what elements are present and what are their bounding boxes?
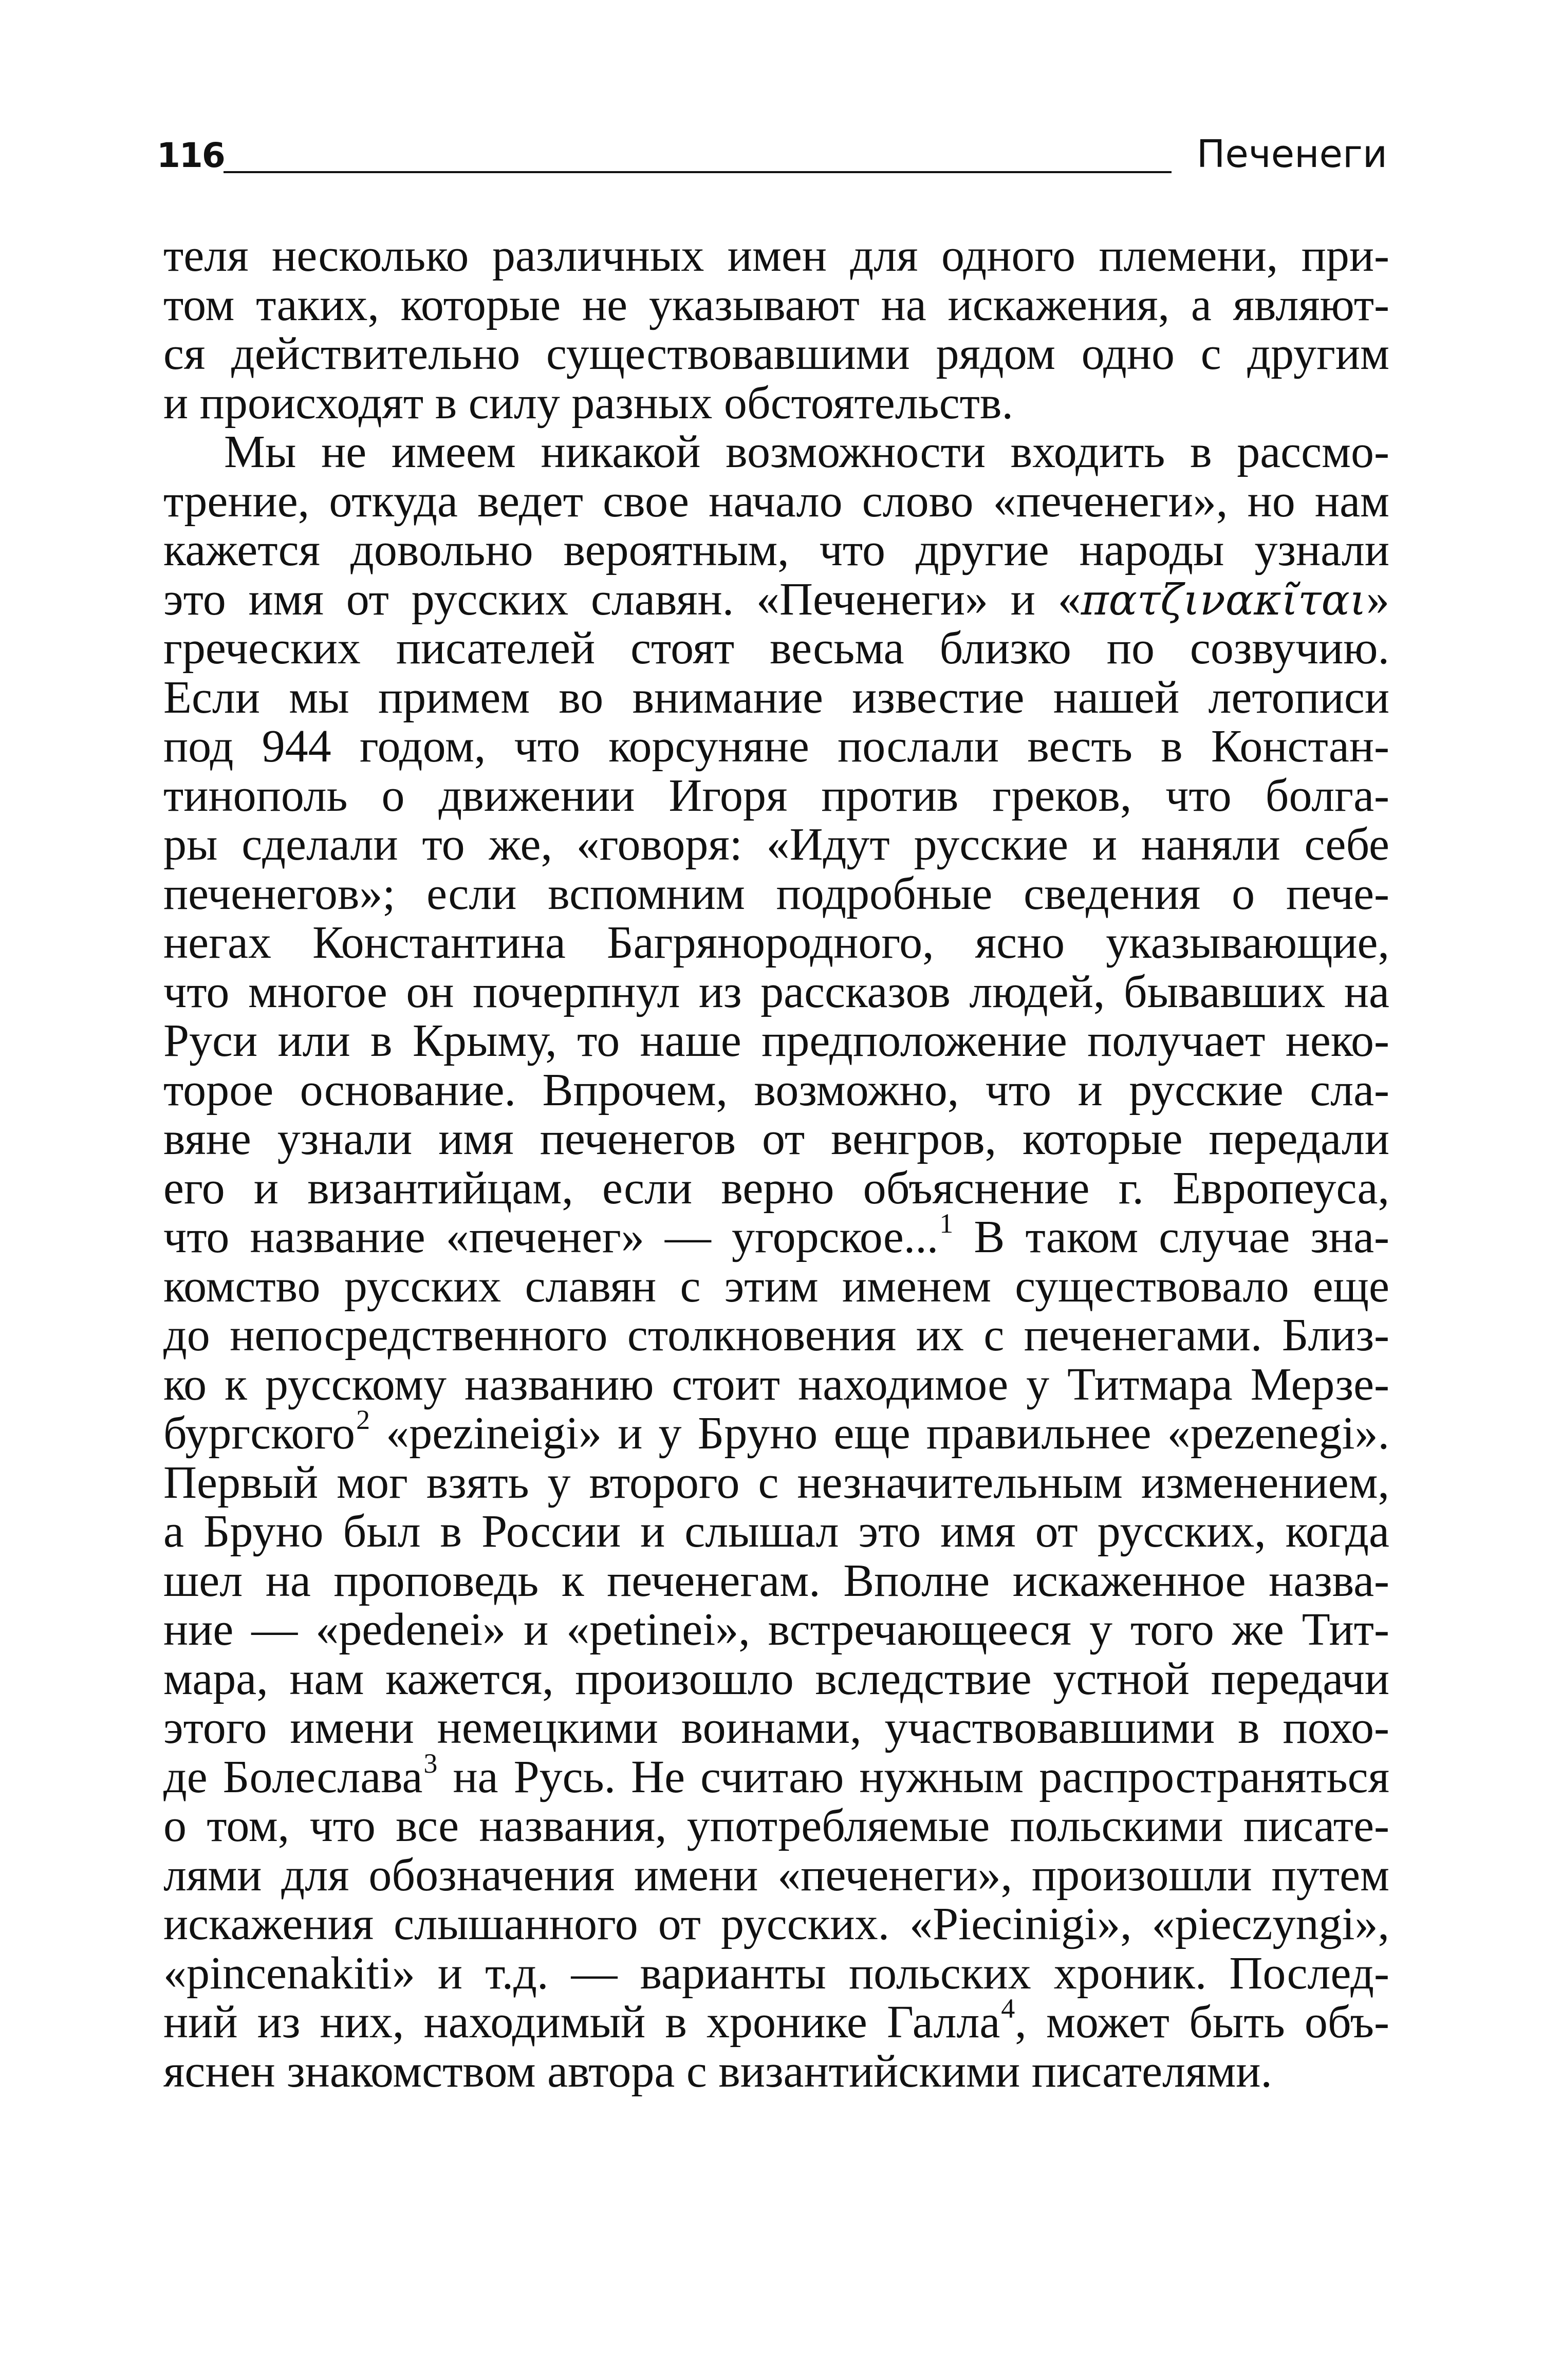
footnote-marker[interactable]: 3 [423,1747,438,1779]
text-line: ко к русскому названию стоит находимое у Титмара Мерзе- [163,1359,1389,1410]
text-run: ний из них, находимый в хронике Галла [163,1997,1000,2048]
text-line: а Бруно был в России и слышал это имя от русских, когда [163,1506,1389,1557]
text-run: де Болеслава [163,1751,423,1802]
text-line: яснен знакомством автора с византийскими писателями. [163,2046,1272,2097]
greek-word: πατζινακῖται [1081,575,1366,625]
footnote-marker[interactable]: 1 [939,1208,954,1239]
page-number: 116 [157,136,225,175]
text-run: , может быть объ- [1015,1997,1389,2048]
header-rule [224,171,1172,173]
text-line: комство русских славян с этим именем существовало еще [163,1260,1389,1312]
text-line: торое основание. Впрочем, возможно, что и русские сла- [163,1064,1389,1115]
text-run: на Русь. Не считаю нужным распространяться [437,1751,1389,1802]
text-line: этого имени немецкими воинами, участвовавшими в похо- [163,1702,1389,1753]
text-line: что многое он почерпнул из рассказов людей, бывавших на [163,966,1389,1017]
text-line: негах Константина Багрянородного, ясно указывающие, [163,917,1389,968]
text-line: печенегов»; если вспомним подробные сведения о пече- [163,868,1389,919]
running-title: Печенеги [1196,132,1387,176]
text-line [163,575,1389,624]
text-line: Руси или в Крыму, то наше предположение получает неко- [163,1015,1389,1066]
text-line: ры сделали то же, «говоря: «Идут русские и наняли себе [163,819,1389,870]
text-line: том таких, которые не указывают на искажения, а являют- [163,279,1389,330]
footnote-marker[interactable]: 4 [1001,1993,1015,2024]
text-line: под 944 годом, что корсуняне послали весть в Констан- [163,721,1389,772]
text-line: его и византийцам, если верно объяснение г. Европеуса, [163,1162,1389,1214]
text-line: «pincenakiti» и т.д. — варианты польских хроник. Послед- [163,1947,1389,1999]
text-line: шел на проповедь к печенегам. Вполне искаженное назва- [163,1555,1389,1606]
text-line: и происходят в силу разных обстоятельств. [163,377,1013,429]
running-header [157,131,1387,188]
text-line: Мы не имеем никакой возможности входить в рассмо- [224,426,1389,477]
text-run: что название «печенег» — угорское... [163,1212,939,1262]
text-run: В таком случае зна- [953,1212,1389,1262]
text-line: кажется довольно вероятным, что другие народы узнали [163,525,1389,575]
text-line: трение, откуда ведет свое начало слово «печенеги», но нам [163,475,1389,527]
text-line [163,1208,1389,1262]
text-line [163,1404,1389,1459]
text-run: » [1366,573,1389,625]
text-line: ние — «pedenei» и «petinei», встречающееся у того же Тит- [163,1604,1389,1655]
text-line [163,1747,1389,1802]
text-line: Первый мог взять у второго с незначительным изменением, [163,1457,1389,1508]
footnote-marker[interactable]: 2 [356,1404,370,1436]
text-line: Если мы примем во внимание известие нашей летописи [163,672,1389,723]
text-line: мара, нам кажется, произошло вследствие устной передачи [163,1653,1389,1704]
text-line: лями для обозначения имени «печенеги», произошли путем [163,1849,1389,1901]
text-line: греческих писателей стоят весьма близко по созвучию. [163,623,1389,674]
text-line: тинополь о движении Игоря против греков, что болга- [163,770,1389,821]
text-line: теля несколько различных имен для одного племени, при- [163,230,1389,281]
text-line: искажения слышанного от русских. «Piecinigi», «pieczyngi», [163,1899,1389,1949]
text-line: вяне узнали имя печенегов от венгров, которые передали [163,1113,1389,1164]
text-run: бургского [163,1408,356,1459]
body-text [163,231,1389,2096]
text-run: «pezineigi» и у Бруно еще правильнее «pezenegi». [370,1408,1389,1459]
text-run: это имя от русских славян. «Печенеги» и « [163,573,1081,625]
text-line: ся действительно существовавшими рядом одно с другим [163,328,1389,379]
text-line [163,1993,1389,2048]
text-line: до непосредственного столкновения их с печенегами. Близ- [163,1310,1389,1361]
text-line: о том, что все названия, употребляемые польскими писате- [163,1800,1389,1851]
